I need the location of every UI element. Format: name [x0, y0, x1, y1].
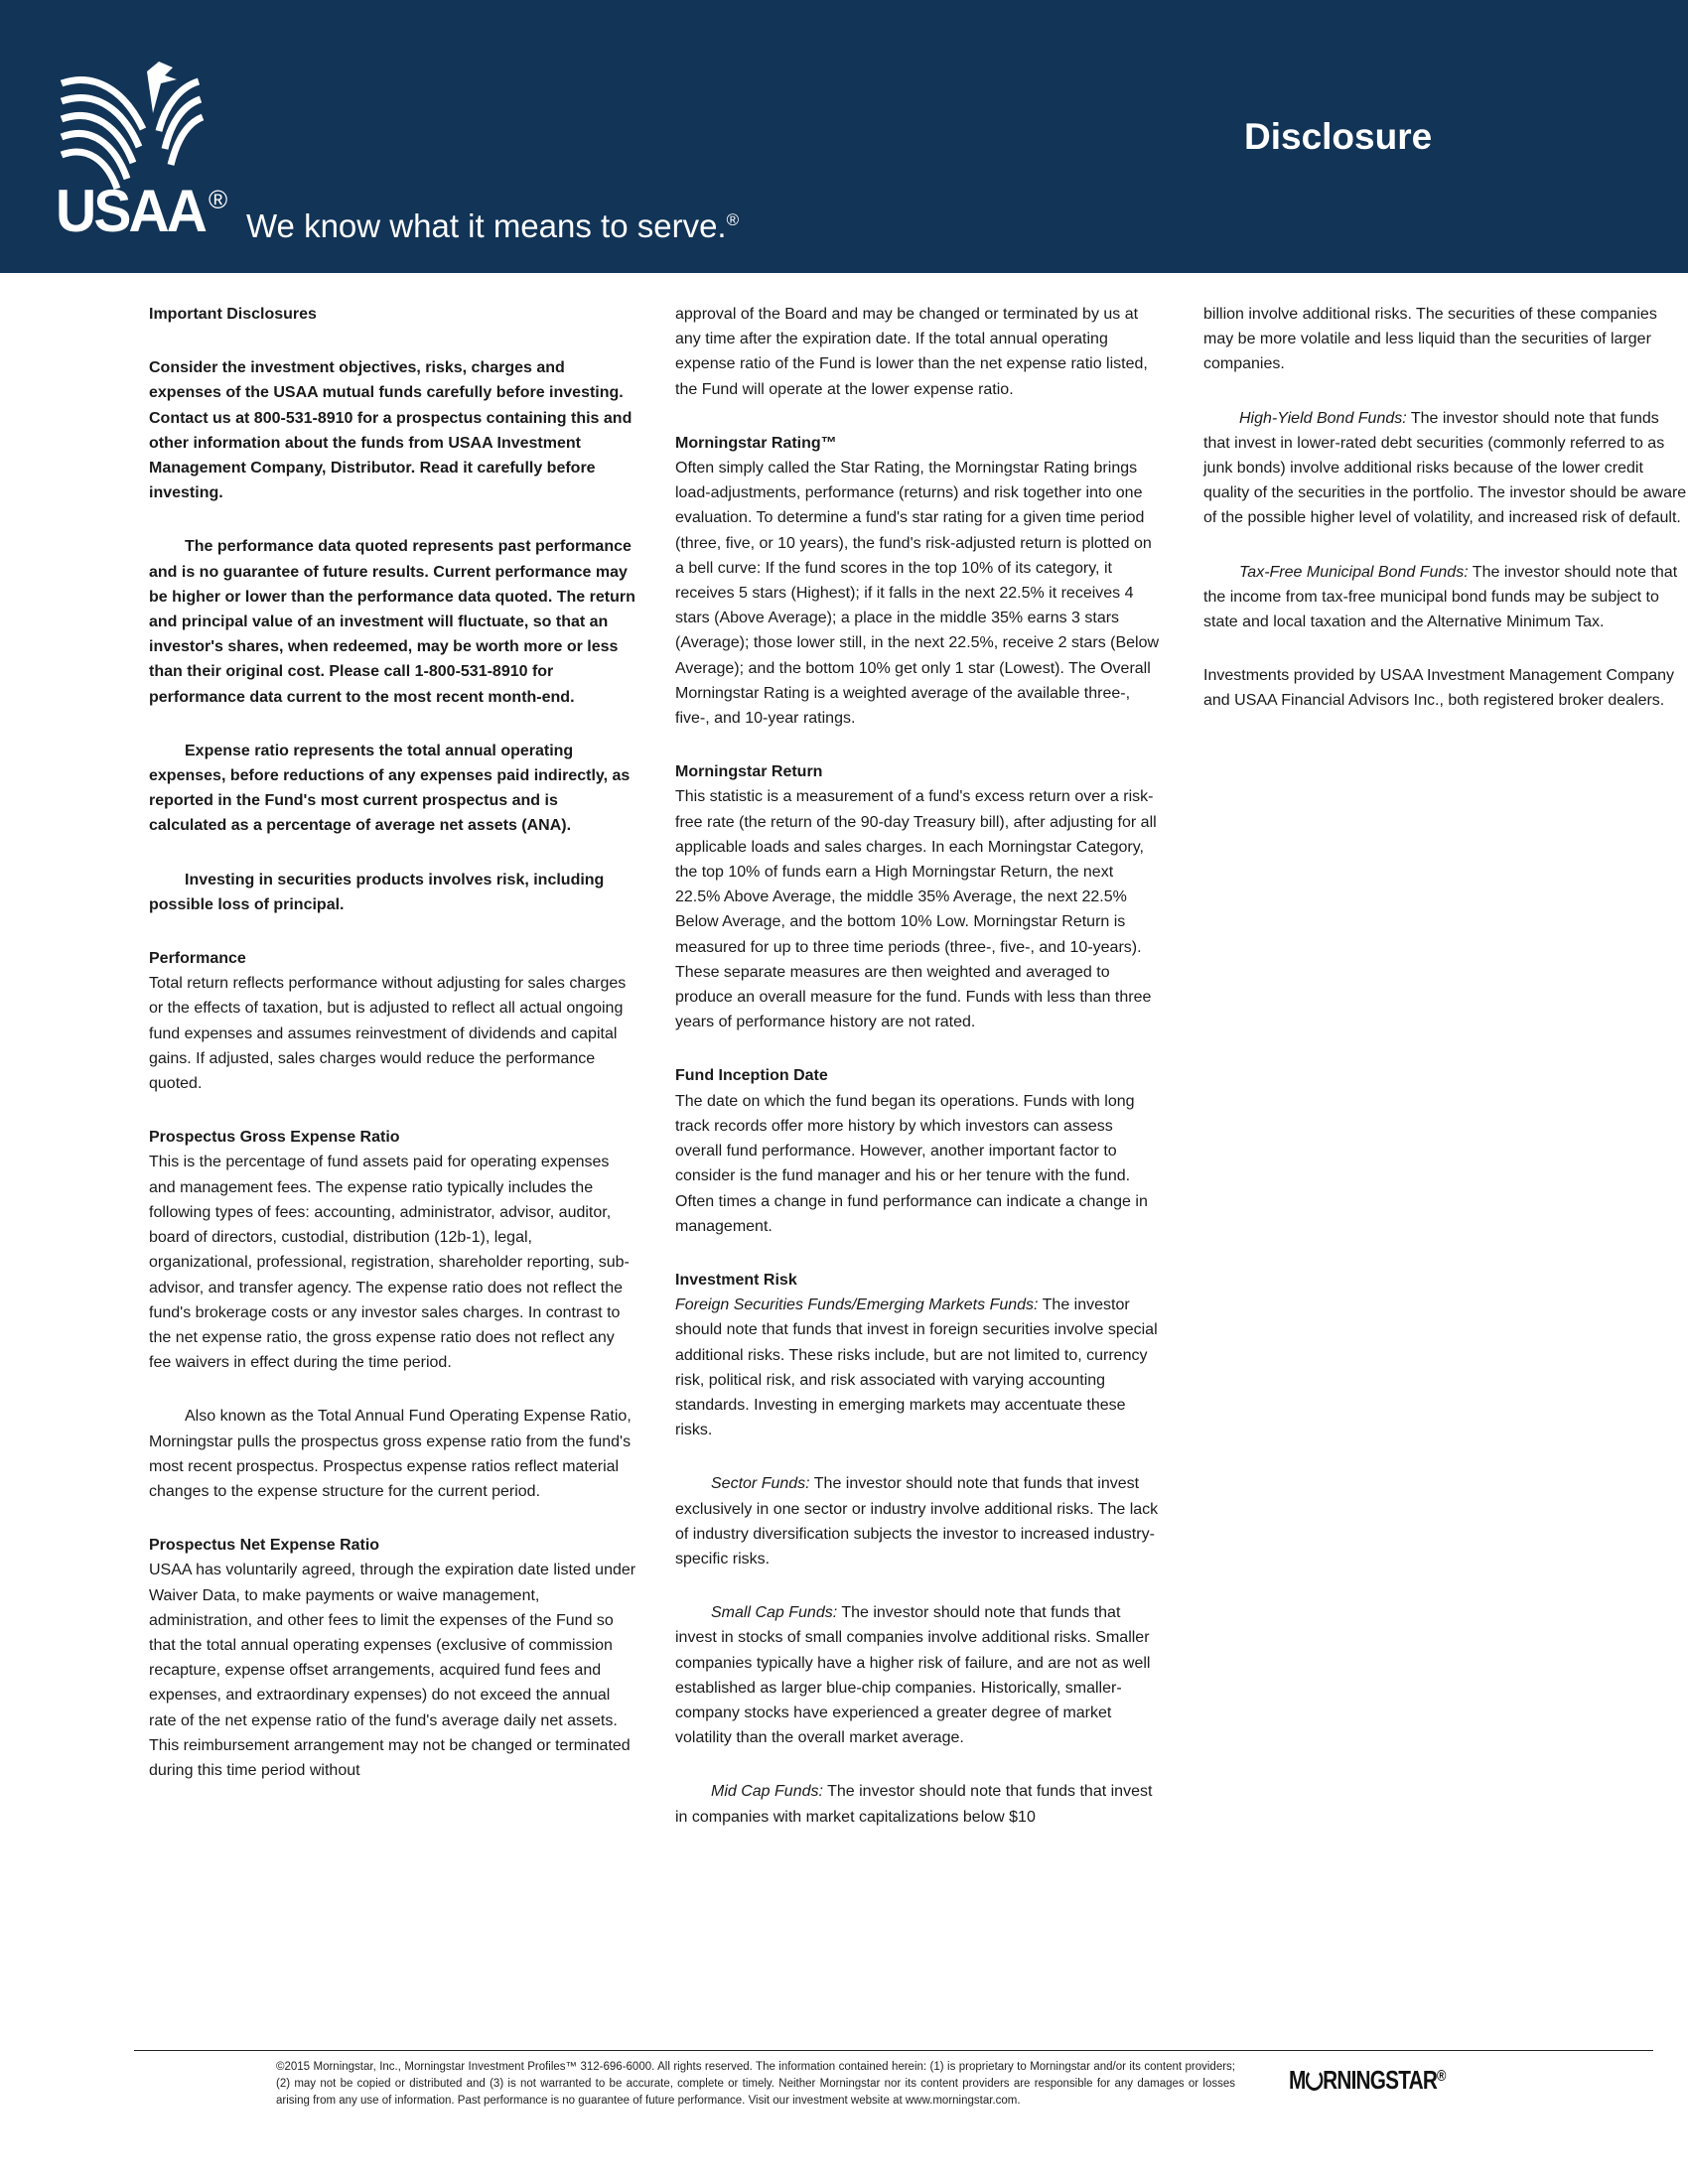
- morningstar-return-heading: Morningstar Return: [675, 763, 823, 781]
- net-expense-ratio-continued: approval of the Board and may be changed or terminated by us at any time after the expiration date. If the total annual operating expense ratio of the Fund is lower than the net expense ratio listed, the Fund will operate at the lower expense ratio.: [675, 306, 1148, 398]
- morningstar-logo-o: [1306, 2069, 1324, 2091]
- morningstar-rating-heading: Morningstar Rating™: [675, 434, 837, 452]
- gross-expense-ratio-text: This is the percentage of fund assets paid for operating expenses and management fees. The expense ratio typically includes the following types of fees: accounting, administrator, advisor, auditor, board of directors, custodial, distribution (12b-1), legal, organizational, professional, registration, shareholder reporting, sub-advisor, and transfer agency. The expense ratio does not reflect the fund's brokerage costs or any investor sales charges. In contrast to the net expense ratio, the gross expense ratio does not reflect any fee waivers in effect during the time period.: [149, 1154, 630, 1372]
- important-disclosures-heading: Important Disclosures: [149, 306, 317, 323]
- page-title: Disclosure: [1244, 116, 1433, 157]
- tagline-registered-mark: ®: [726, 210, 740, 229]
- performance-text: Total return reflects performance without adjusting for sales charges or the effects of taxation, but is adjusted to reflect all actual ongoing fund expenses and assumes reinvestment of dividends and capital gains. If adjusted, sales charges would reduce the performance quoted.: [149, 975, 627, 1093]
- sector-funds-paragraph: [675, 1471, 1162, 1571]
- mid-cap-label: Mid Cap Funds:: [711, 1783, 823, 1801]
- past-performance-paragraph: The performance data quoted represents past performance and is no guarantee of future results. Current performance may be higher or lower than the performance data quoted. The return and principal value of an investment will fluctuate, so that an investor's shares, when redeemed, may be worth more or less than their original cost. Please call 1-800-531-8910 for performance data current to the most recent month-end.: [149, 538, 635, 706]
- usaa-logo: USAA: [56, 178, 206, 244]
- investment-risk-heading: Investment Risk: [675, 1271, 797, 1289]
- high-yield-text: The investor should note that funds that invest in lower-rated debt securities (commonly referred to as junk bonds) involve additional risks because of the lower credit quality of the securities in the portfolio. The investor should be aware of the possible higher level of volatility, and increased risk of default.: [1203, 409, 1687, 527]
- expense-ratio-paragraph: Expense ratio represents the total annual operating expenses, before reductions of any expenses paid indirectly, as reported in the Fund's most current prospectus and is calculated as a percentage of average net assets (ANA).: [149, 742, 631, 835]
- sector-funds-text: The investor should note that funds that invest exclusively in one sector or industry involve additional risks. The lack of industry diversification subjects the investor to increased industry-specific risks.: [675, 1475, 1159, 1568]
- small-cap-label: Small Cap Funds:: [711, 1604, 838, 1622]
- footer-divider: [134, 2050, 1653, 2051]
- net-expense-ratio-heading: Prospectus Net Expense Ratio: [149, 1537, 380, 1555]
- mid-cap-paragraph: [675, 1779, 1162, 1829]
- morningstar-logo-rest: RNINGSTAR: [1323, 2065, 1438, 2095]
- usaa-eagle-icon: [56, 62, 205, 191]
- net-expense-ratio-text: USAA has voluntarily agreed, through the expiration date listed under Waiver Data, to make payments or waive management, administration, and other fees to limit the expenses of the Fund so that the total annual operating expenses (exclusive of commission recapture, expense offset arrangements, acquired fund fees and expenses, and extraordinary expenses) do not exceed the annual rate of the net expense ratio of the fund's average daily net assets. This reimbursement arrangement may not be changed or terminated during this time period without: [149, 1562, 636, 1779]
- page-header: [0, 0, 1688, 273]
- tax-free-label: Tax-Free Municipal Bond Funds:: [1239, 563, 1469, 581]
- small-cap-paragraph: [675, 1600, 1162, 1750]
- tax-free-text: The investor should note that the income from tax-free municipal bond funds may be subject to state and local taxation and the Alternative Minimum Tax.: [1203, 563, 1678, 631]
- high-yield-paragraph: [1203, 406, 1688, 531]
- logo-registered-mark: ®: [209, 185, 228, 214]
- mid-cap-text: The investor should note that funds that invest in companies with market capitalizations below $10: [675, 1783, 1153, 1826]
- foreign-securities-text: The investor should note that funds that invest in foreign securities involve special additional risks. These risks include, but are not limited to, currency risk, political risk, and risk associated with varying accounting standards. Investing in emerging markets may accentuate these risks.: [675, 1297, 1158, 1439]
- gross-expense-ratio-heading: Prospectus Gross Expense Ratio: [149, 1129, 400, 1147]
- footer-copyright: ©2015 Morningstar, Inc., Morningstar Investment Profiles™ 312-696-6000. All rights reserved. The information contained herein: (1) is proprietary to Morningstar and/or its content providers; (2) may not be copied or distributed and (3) is not warranted to be accurate, complete or timely. Neither Morningstar nor its content providers are responsible for any damages or losses arising from any use of information. Past performance is no guarantee of future performance. Visit our investment website at www.morningstar.com.: [276, 2061, 1235, 2107]
- fund-inception-date-text: The date on which the fund began its operations. Funds with long track records offer more history by which investors can assess overall fund performance. However, another important factor to consider is the fund manager and his or her tenure with the fund. Often times a change in fund performance can indicate a change in management.: [675, 1092, 1148, 1235]
- high-yield-label: High-Yield Bond Funds:: [1239, 409, 1407, 427]
- investing-risk-paragraph: Investing in securities products involves risk, including possible loss of principal.: [149, 871, 605, 913]
- tax-free-paragraph: [1203, 560, 1688, 635]
- tagline: [246, 201, 739, 246]
- column-middle: [675, 302, 1162, 1858]
- morningstar-return-text: This statistic is a measurement of a fund's excess return over a risk-free rate (the return of the 90-day Treasury bill), after adjusting for all applicable loads and sales charges. In each Morningstar Category, the top 10% of funds earn a High Morningstar Return, the next 22.5% Above Average, the middle 35% Average, the next 22.5% Below Average, and the bottom 10% Low. Morningstar Return is measured for up to three time periods (three-, five-, and 10-years). These separate measures are then weighted and averaged to produce an overall measure for the fund. Funds with less than three years of performance history are not rated.: [675, 788, 1157, 1031]
- tagline-text: We know what it means to serve.: [246, 207, 727, 244]
- consider-paragraph: Consider the investment objectives, risks, charges and expenses of the USAA mutual funds carefully before investing. Contact us at 800-531-8910 for a prospectus containing this and other information about the funds from USAA Investment Management Company, Distributor. Read it carefully before investing.: [149, 359, 633, 502]
- column-right: [1203, 302, 1688, 743]
- foreign-securities-paragraph: [675, 1293, 1162, 1442]
- morningstar-rating-text: Often simply called the Star Rating, the Morningstar Rating brings load-adjustments, performance (returns) and risk together into one evaluation. To determine a fund's star rating for a given time period (three, five, or 10 years), the fund's risk-adjusted return is plotted on a bell curve: If the fund scores in the top 10% of its category, it receives 5 stars (Highest); if it falls in the next 22.5% it receives 4 stars (Above Average); a place in the middle 35% earns 3 stars (Average); those lower still, in the next 22.5%, receive 2 stars (Below Average); and the bottom 10% get only 1 star (Lowest). The Overall Morningstar Rating is a weighted average of the available three-, five-, and 10-year ratings.: [675, 460, 1160, 728]
- gross-expense-ratio-text-2: Also known as the Total Annual Fund Operating Expense Ratio, Morningstar pulls the prospectus gross expense ratio from the fund's most recent prospectus. Prospectus expense ratios reflect material changes to the expense structure for the current period.: [149, 1408, 632, 1500]
- foreign-securities-label: Foreign Securities Funds/Emerging Markets Funds:: [675, 1297, 1039, 1314]
- morningstar-logo-icon: [1289, 2065, 1446, 2096]
- mid-cap-continued: billion involve additional risks. The securities of these companies may be more volatile and less liquid than the securities of larger companies.: [1203, 306, 1657, 373]
- investments-provided-paragraph: Investments provided by USAA Investment Management Company and USAA Financial Advisors Inc., both registered broker dealers.: [1203, 667, 1675, 710]
- morningstar-registered-mark: ®: [1437, 2068, 1446, 2085]
- performance-heading: Performance: [149, 950, 246, 968]
- morningstar-logo-m: M: [1289, 2065, 1306, 2095]
- column-left: [149, 302, 637, 1812]
- sector-funds-label: Sector Funds:: [711, 1475, 810, 1493]
- fund-inception-date-heading: Fund Inception Date: [675, 1067, 828, 1085]
- small-cap-text: The investor should note that funds that invest in stocks of small companies involve additional risks. Smaller companies typically have a higher risk of failure, and are not as well established as larger blue-chip companies. Historically, smaller-company stocks have experienced a greater degree of market volatility than the overall market average.: [675, 1604, 1151, 1747]
